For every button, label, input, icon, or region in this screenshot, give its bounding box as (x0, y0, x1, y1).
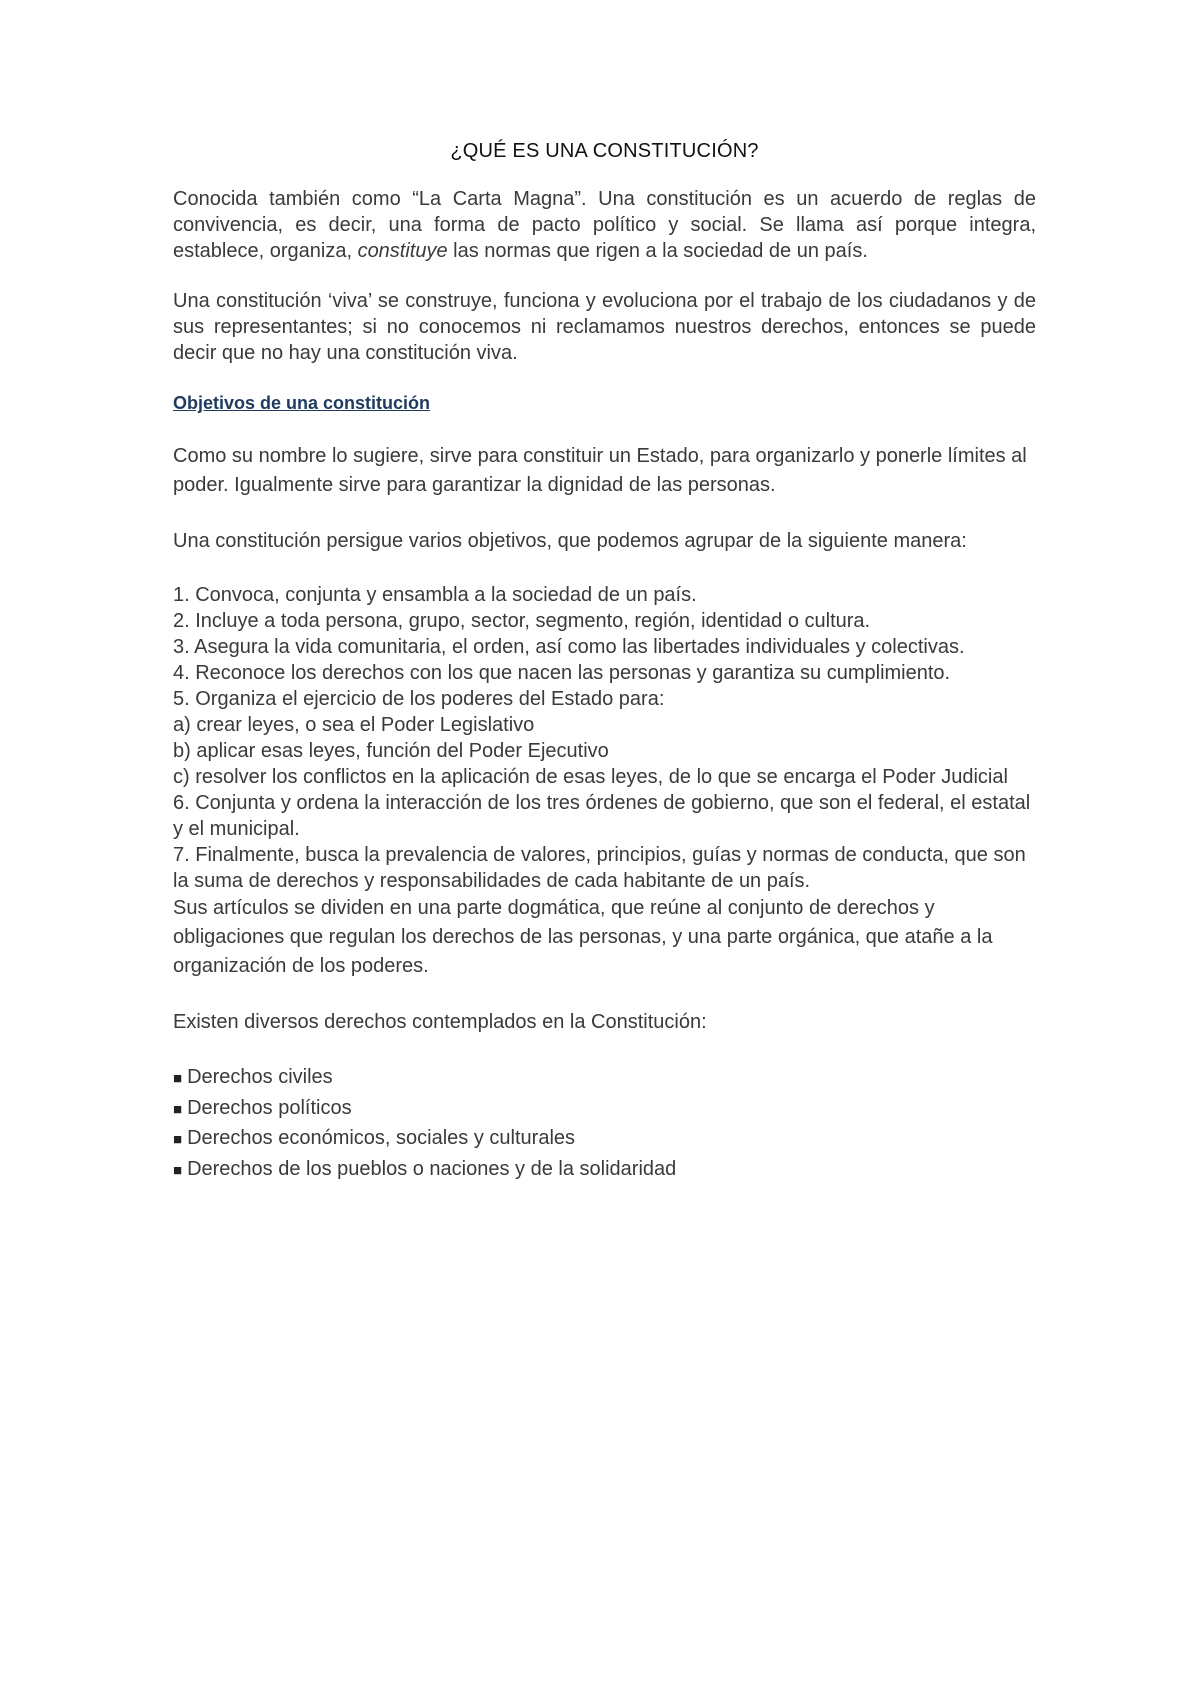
list-item: 1. Convoca, conjunta y ensambla a la sociedad de un país. (173, 584, 697, 606)
list-item: b) aplicar esas leyes, función del Poder Ejecutivo (173, 740, 609, 762)
square-bullet-icon: ■ (173, 1161, 183, 1179)
objectives-list-a (173, 582, 1036, 712)
right-label: Derechos económicos, sociales y culturales (187, 1127, 576, 1149)
purpose-paragraph: Como su nombre lo sugiere, sirve para constituir un Estado, para organizarlo y ponerle límites al poder. Igualmente sirve para garantizar la dignidad de las personas. (173, 445, 1027, 496)
objectives-intro-paragraph: Una constitución persigue varios objetivos, que podemos agrupar de la siguiente manera: (173, 530, 967, 552)
right-label: Derechos políticos (187, 1096, 352, 1119)
intro-italic: constituye (357, 240, 448, 262)
list-item (173, 1124, 1036, 1155)
list-item (173, 1094, 1036, 1125)
square-bullet-icon: ■ (173, 1100, 183, 1118)
list-item (173, 1063, 1036, 1094)
objectives-subheading: Objetivos de una constitución (173, 393, 431, 413)
list-item: 7. Finalmente, busca la prevalencia de valores, principios, guías y normas de conducta, que son la suma de derechos y responsabilidades de cada habitante de un país. (173, 844, 1026, 892)
rights-list (173, 1063, 1036, 1185)
list-item: 4. Reconoce los derechos con los que nacen las personas y garantiza su cumplimiento. (173, 662, 951, 684)
square-bullet-icon: ■ (173, 1070, 183, 1087)
living-constitution-paragraph: Una constitución ‘viva’ se construye, funciona y evoluciona por el trabajo de los ciudadanos y de sus representantes; si no conocemos ni reclamamos nuestros derechos, entonces se puede decir que no hay una constitución viva. (173, 290, 1036, 364)
page-title: ¿QUÉ ES UNA CONSTITUCIÓN? (450, 140, 759, 162)
intro-text-2: las normas que rigen a la sociedad de un país. (447, 240, 868, 262)
intro-text-1: Conocida también como “La Carta Magna”. Una constitución es un acuerdo de reglas de convivencia, es decir, una forma de pacto político y social. Se llama así porque integra, establece, organiza, (173, 188, 1036, 262)
list-item: c) resolver los conflictos en la aplicación de esas leyes, de lo que se encarga el Poder Judicial (173, 766, 1008, 788)
objectives-list-b (173, 790, 1036, 894)
document-body (173, 138, 1036, 1185)
list-item: 3. Asegura la vida comunitaria, el orden, así como las libertades individuales y colectivas. (173, 636, 965, 658)
right-label: Derechos de los pueblos o naciones y de la solidaridad (187, 1157, 677, 1180)
right-label: Derechos civiles (187, 1066, 333, 1088)
articles-paragraph: Sus artículos se dividen en una parte dogmática, que reúne al conjunto de derechos y obligaciones que regulan los derechos de las personas, y una parte orgánica, que atañe a la organización de los poderes. (173, 897, 993, 977)
intro-paragraph (173, 186, 1036, 264)
list-item: 6. Conjunta y ordena la interacción de los tres órdenes de gobierno, que son el federal, el estatal y el municipal. (173, 792, 1031, 840)
list-item: 5. Organiza el ejercicio de los poderes del Estado para: (173, 688, 665, 710)
list-item: 2. Incluye a toda persona, grupo, sector, segmento, región, identidad o cultura. (173, 610, 871, 632)
list-item (173, 1155, 1036, 1186)
rights-intro-paragraph: Existen diversos derechos contemplados en la Constitución: (173, 1011, 707, 1033)
list-item: a) crear leyes, o sea el Poder Legislativo (173, 714, 535, 736)
powers-list (173, 712, 1036, 790)
square-bullet-icon: ■ (173, 1131, 183, 1148)
